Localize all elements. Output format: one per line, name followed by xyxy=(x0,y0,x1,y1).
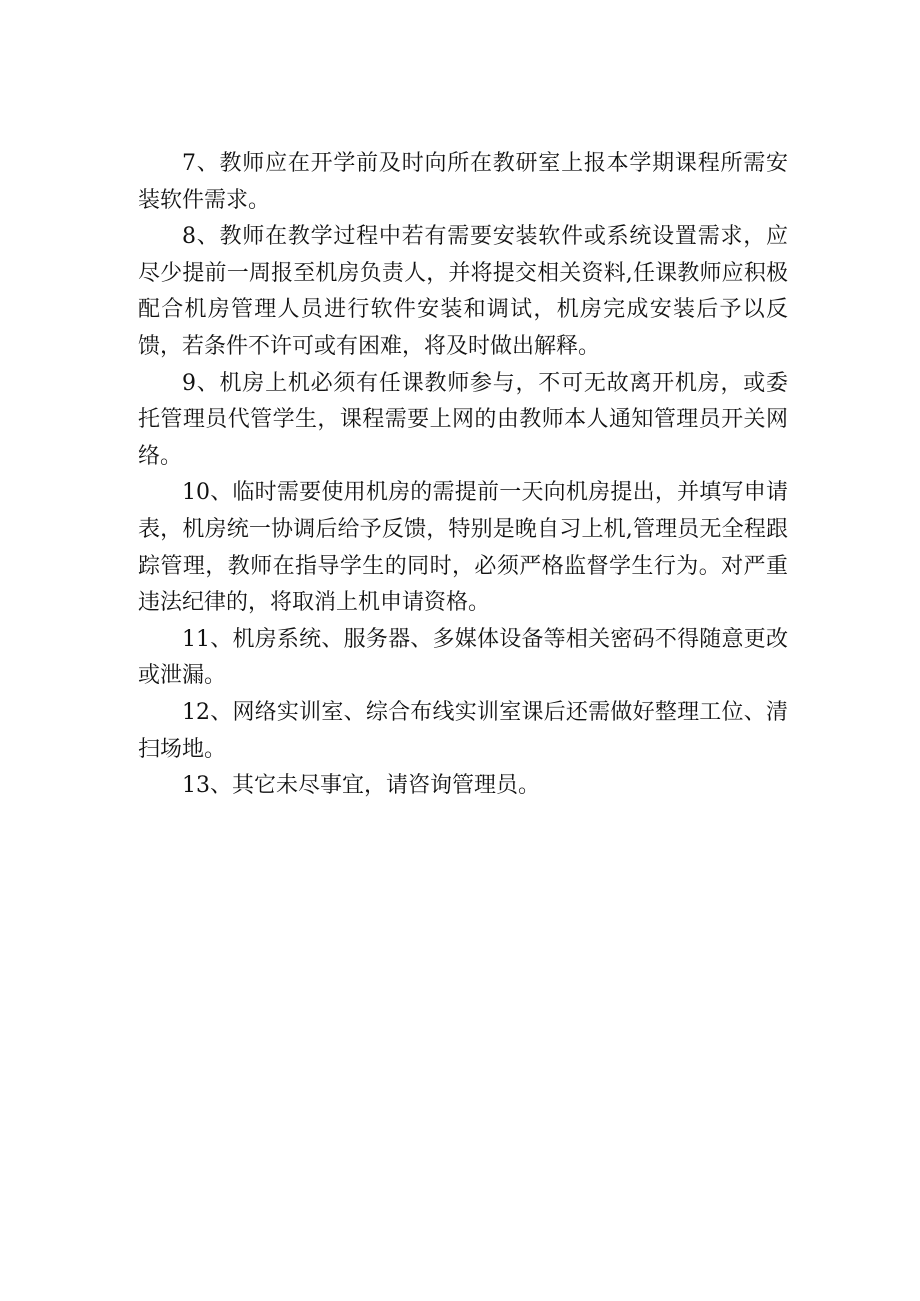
rule-paragraph-7: 7、教师应在开学前及时向所在教研室上报本学期课程所需安装软件需求。 xyxy=(138,151,788,213)
rule-paragraph-12: 12、网络实训室、综合布线实训室课后还需做好整理工位、清扫场地。 xyxy=(138,699,788,762)
rule-paragraph-8: 8、教师在教学过程中若有需要安装软件或系统设置需求，应尽少提前一周报至机房负责人，并将提交相关资料,任课教师应积极配合机房管理人员进行软件安装和调试，机房完成安装后予以反馈，若条件不许可或有困难，将及时做出解释。 xyxy=(138,224,788,359)
rule-paragraph-11: 11、机房系统、服务器、多媒体设备等相关密码不得随意更改或泄漏。 xyxy=(138,626,788,689)
rule-paragraph-13: 13、其它未尽事宜，请咨询管理员。 xyxy=(182,773,540,799)
document-body xyxy=(138,146,788,805)
rule-paragraph-9: 9、机房上机必须有任课教师参与，不可无故离开机房，或委托管理员代管学生，课程需要上网的由教师本人通知管理员开关网络。 xyxy=(138,370,788,469)
rule-paragraph-10: 10、临时需要使用机房的需提前一天向机房提出，并填写申请表，机房统一协调后给予反馈，特别是晚自习上机,管理员无全程跟踪管理，教师在指导学生的同时，必须严格监督学生行为。对严重违法纪律的，将取消上机申请资格。 xyxy=(138,480,788,616)
